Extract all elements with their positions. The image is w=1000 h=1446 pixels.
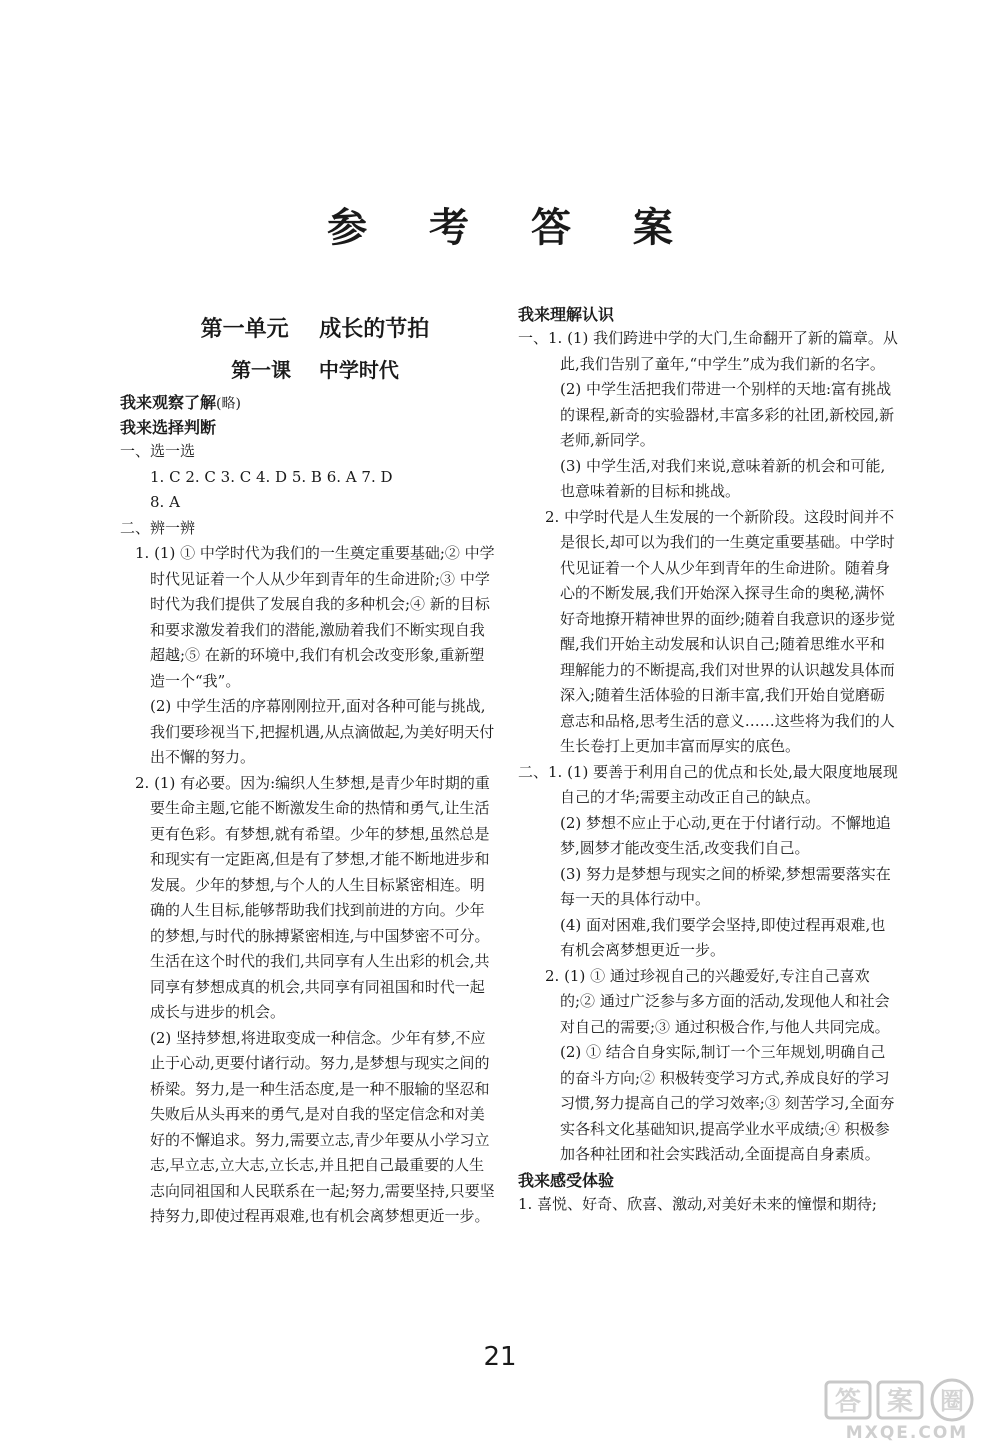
watermark-logo	[822, 1378, 992, 1442]
answer-q1-part2: (2) 中学生活的序幕刚刚拉开,面对各种可能与挑战,我们要珍视当下,把握机遇,从点滴做起,为美好明天付出不懈的努力。	[150, 697, 495, 766]
part-label-choose: 一、选一选	[120, 442, 196, 460]
answer-b1-part1: 二、1. (1) 要善于利用自己的优点和长处,最大限度地展现自己的才华;需要主动改正自己的缺点。	[518, 762, 898, 806]
watermark-char-3: 圈	[940, 1387, 964, 1415]
page-number: 21	[483, 1342, 517, 1372]
section-heading-observe	[120, 392, 498, 415]
section-heading-text: 我来观察了解	[120, 393, 217, 412]
watermark-url: MXQE.COM	[845, 1423, 969, 1442]
lesson-title: 第一课 中学时代	[231, 358, 399, 382]
section-heading-understand: 我来理解认识	[518, 305, 615, 324]
watermark-logo-icon	[822, 1378, 992, 1442]
answer-b1-part2: (2) 梦想不应止于心动,更在于付诸行动。不懈地追梦,圆梦才能改变生活,改变我们自己。	[560, 813, 891, 857]
answer-c1: 1. 喜悦、好奇、欣喜、激动,对美好未来的憧憬和期待;	[518, 1194, 877, 1213]
answer-q2-part1: 2. (1) 有必要。因为:编织人生梦想,是青少年时期的重要生命主题,它能不断激发生命的热情和勇气,让生活更有色彩。有梦想,就有希望。少年的梦想,虽然总是和现实有一定距离,但是有了梦想,才能不断地进步和发展。少年的梦想,与个人的人生目标紧密相连。明确的人生目标,能够帮助我们找到前进的方向。少年的梦想,与时代的脉搏紧密相连,与中国梦密不可分。生活在这个时代的我们,共同享有人生出彩的机会,共同享有梦想成真的机会,共同享有同祖国和时代一起成长与进步的机会。	[135, 773, 490, 1021]
answer-b1-part3: (3) 努力是梦想与现实之间的桥梁,梦想需要落实在每一天的具体行动中。	[560, 864, 891, 908]
answer-a1-part1: 一、1. (1) 我们跨进中学的大门,生命翻开了新的篇章。从此,我们告别了童年,“中学生”成为我们新的名字。(2) 中学生活把我们带进一个别样的天地:富有挑战的课程,新奇的实验器材,丰富多彩的社团,新校园,新老师,新同学。	[518, 329, 898, 449]
watermark-char-2: 案	[886, 1387, 914, 1417]
part-label-judge: 二、辨一辨	[120, 518, 196, 537]
answer-a1-part2: (3) 中学生活,对我们来说,意味着新的机会和可能,也意味着新的目标和挑战。	[560, 456, 886, 500]
page-title: 参 考 答 案	[327, 205, 697, 251]
choices-line-1: 1. C 2. C 3. C 4. D 5. B 6. A 7. D	[150, 467, 393, 486]
section-heading-experience: 我来感受体验	[518, 1170, 615, 1190]
section-heading-choose: 我来选择判断	[120, 418, 217, 437]
right-column	[518, 304, 898, 1217]
watermark-char-1: 答	[834, 1387, 862, 1417]
answer-q1-part1: 1. (1) ① 中学时代为我们的一生奠定重要基础;② 中学时代见证着一个人从少年到青年的生命进阶;③ 中学时代为我们提供了发展自我的多种机会;④ 新的目标和要求激发着我们的潜能,激励着我们不断实现自我超越;⑤ 在新的环境中,我们有机会改变形象,重新塑造一个“我”。	[135, 544, 495, 690]
unit-title: 第一单元 成长的节拍	[200, 317, 430, 342]
answer-a2: 2. 中学时代是人生发展的一个新阶段。这段时间并不是很长,却可以为我们的一生奠定重要基础。中学时代见证着一个人从少年到青年的生命进阶。随着身心的不断发展,我们开始深入探寻生命的奥秘,满怀好奇地撩开精神世界的面纱;随着自我意识的逐步觉醒,我们开始主动发展和认识自己;随着思维水平和理解能力的不断提高,我们对世界的认识越发具体而深入;随着生活体验的日渐丰富,我们开始自觉磨砺意志和品格,思考生活的意义……这些将为我们的人生长卷打上更加丰富而厚实的底色。	[545, 507, 896, 755]
choices-line-2: 8. A	[150, 493, 180, 511]
section-note: (略)	[216, 396, 241, 412]
answer-q2-part2: (2) 坚持梦想,将进取变成一种信念。少年有梦,不应止于心动,更要付诸行动。努力,是梦想与现实之间的桥梁。努力,是一种生活态度,是一种不服输的坚忍和失败后从头再来的勇气,是对自我的坚定信念和对美好的不懈追求。努力,需要立志,青少年要从小学习立志,早立志,立大志,立长志,并且把自己最重要的人生志向同祖国和人民联系在一起;努力,需要坚持,只要坚持努力,即使过程再艰难,也有机会离梦想更近一步。	[150, 1028, 495, 1225]
answer-b2-part1: 2. (1) ① 通过珍视自己的兴趣爱好,专注自己喜欢的;② 通过广泛参与多方面的活动,发现他人和社会对自己的需要;③ 通过积极合作,与他人共同完成。	[545, 966, 890, 1036]
answer-b2-part2: (2) ① 结合自身实际,制订一个三年规划,明确自己的奋斗方向;② 积极转变学习方式,养成良好的学习习惯,努力提高自己的学习效率;③ 刻苦学习,全面夯实各科文化基础知识,提高学业水平成绩;④ 积极参加各种社团和社会实践活动,全面提高自身素质。	[560, 1043, 895, 1163]
left-column	[120, 392, 498, 1230]
answer-b1-part4: (4) 面对困难,我们要学会坚持,即使过程再艰难,也有机会离梦想更近一步。	[560, 915, 886, 959]
